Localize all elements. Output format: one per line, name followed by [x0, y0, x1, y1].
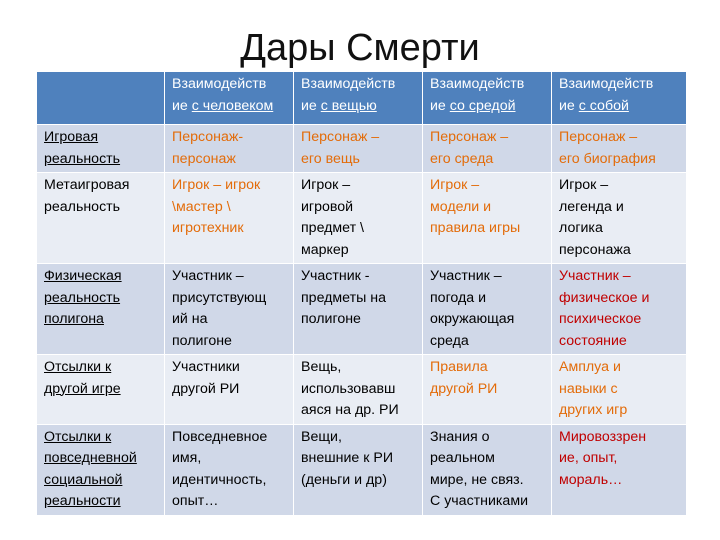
table-cell: Игрок – модели и правила игры [423, 173, 552, 264]
table-cell: Участник - предметы на полигоне [294, 264, 423, 355]
row-header-cell: Физическая реальность полигона [37, 264, 165, 355]
table-cell: Правила другой РИ [423, 355, 552, 425]
table-cell: Игрок – игрок \мастер \ игротехник [165, 173, 294, 264]
table-cell: Мировоззрен ие, опыт, мораль… [552, 424, 687, 515]
row-header-cell: Отсылки к повседневной социальной реальности [37, 424, 165, 515]
table-cell: Амплуа и навыки с других игр [552, 355, 687, 425]
table-row [37, 424, 687, 515]
table-row [37, 355, 687, 425]
header-text: Взаимодейств [172, 76, 267, 92]
header-text: ие [301, 97, 321, 114]
header-text: Взаимодейств [301, 76, 396, 92]
table-cell: Повседневное имя, идентичность, опыт… [165, 424, 294, 515]
header-corner-cell [37, 72, 165, 125]
table-row [37, 264, 687, 355]
table-cell: Знания о реальном мире, не связ. С участниками [423, 424, 552, 515]
table-cell: Участник – физическое и психическое состояние [552, 264, 687, 355]
header-cell-human [165, 72, 294, 125]
table-cell: Вещи, внешние к РИ (деньги и др) [294, 424, 423, 515]
table-cell: Игрок – легенда и логика персонажа [552, 173, 687, 264]
slide-title: Дары Смерти [240, 27, 480, 69]
table-row [37, 125, 687, 173]
header-cell-environment [423, 72, 552, 125]
header-link: со средой [449, 97, 516, 114]
header-cell-thing [294, 72, 423, 125]
row-header-cell: Отсылки к другой игре [37, 355, 165, 425]
table-cell: Персонаж – его вещь [294, 125, 423, 173]
table-cell: Персонаж- персонаж [165, 125, 294, 173]
table-cell: Участники другой РИ [165, 355, 294, 425]
header-row [37, 72, 687, 125]
table-cell: Вещь, использовавш аяся на др. РИ [294, 355, 423, 425]
table-cell: Персонаж – его среда [423, 125, 552, 173]
header-text: ие [559, 97, 579, 114]
row-header-cell: Игровая реальность [37, 125, 165, 173]
header-link: с человеком [191, 97, 274, 114]
relations-table [36, 71, 687, 516]
header-text: ие [430, 97, 450, 114]
row-header-cell: Метаигровая реальность [37, 173, 165, 264]
header-text: ие [172, 97, 192, 114]
table-cell: Персонаж – его биография [552, 125, 687, 173]
header-cell-self [552, 72, 687, 125]
header-text: Взаимодейств [430, 76, 525, 92]
header-link: с вещью [320, 97, 377, 114]
table-cell: Игрок – игровой предмет \ маркер [294, 173, 423, 264]
table-row [37, 173, 687, 264]
table-cell: Участник – присутствующ ий на полигоне [165, 264, 294, 355]
header-link: с собой [578, 97, 629, 114]
header-text: Взаимодейств [559, 76, 654, 92]
table-cell: Участник – погода и окружающая среда [423, 264, 552, 355]
